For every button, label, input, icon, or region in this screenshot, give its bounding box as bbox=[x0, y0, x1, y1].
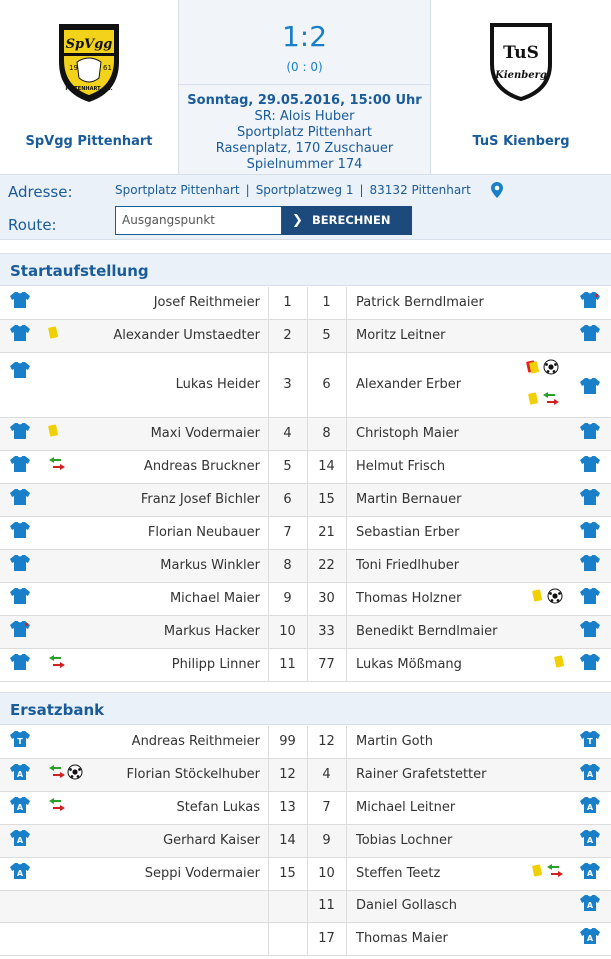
home-shirt-number: 5 bbox=[283, 459, 292, 474]
away-shirt-number: 8 bbox=[322, 426, 331, 441]
home-team-name[interactable]: SpVgg Pittenhart bbox=[25, 134, 153, 149]
svg-text:A: A bbox=[16, 869, 24, 878]
svg-text:T: T bbox=[17, 737, 23, 746]
away-shirt-icon bbox=[579, 620, 601, 638]
yellow-red-card-goal-icon bbox=[525, 359, 561, 375]
away-shirt-icon bbox=[579, 763, 601, 781]
column-divider bbox=[268, 923, 269, 955]
address-value[interactable]: Sportplatz Pittenhart | Sportplatzweg 1 | 83132 Pittenhart bbox=[115, 183, 471, 197]
home-player-name[interactable]: Franz Josef Bichler bbox=[140, 492, 260, 507]
home-team[interactable] bbox=[0, 0, 178, 174]
home-shirt-icon bbox=[9, 554, 31, 572]
home-shirt-number: 12 bbox=[279, 767, 296, 782]
column-divider bbox=[346, 353, 347, 417]
away-shirt-icon bbox=[579, 653, 601, 671]
home-shirt-number: 15 bbox=[279, 866, 296, 881]
away-shirt-number: 5 bbox=[322, 328, 331, 343]
table-row bbox=[0, 353, 611, 418]
svg-text:A: A bbox=[586, 836, 594, 845]
yellow-card-goal-icon bbox=[531, 588, 565, 604]
lineup-section-header: Startaufstellung bbox=[0, 253, 611, 286]
home-player-name[interactable]: Markus Winkler bbox=[160, 558, 260, 573]
away-shirt-number: 77 bbox=[318, 657, 335, 672]
away-shirt-number: 12 bbox=[318, 734, 335, 749]
route-start-input[interactable]: Ausgangspunkt bbox=[115, 206, 282, 235]
svg-text:61: 61 bbox=[103, 64, 112, 72]
table-row bbox=[0, 517, 611, 550]
away-team-name[interactable]: TuS Kienberg bbox=[472, 134, 570, 149]
substitution-icon bbox=[47, 797, 67, 813]
away-player-name[interactable]: Moritz Leitner bbox=[356, 328, 446, 343]
away-shirt-icon bbox=[579, 554, 601, 572]
map-pin-icon[interactable] bbox=[491, 182, 503, 198]
table-row bbox=[0, 891, 611, 923]
away-shirt-number: 30 bbox=[318, 591, 335, 606]
svg-text:A: A bbox=[586, 869, 594, 878]
away-player-name[interactable]: Michael Leitner bbox=[356, 800, 456, 815]
venue: Sportplatz Pittenhart bbox=[236, 125, 373, 140]
svg-text:PITTENHART e.V.: PITTENHART e.V. bbox=[65, 86, 113, 92]
home-player-name[interactable]: Gerhard Kaiser bbox=[163, 833, 260, 848]
away-shirt-number: 15 bbox=[318, 492, 335, 507]
home-shirt-icon bbox=[9, 488, 31, 506]
away-player-name[interactable]: Benedikt Berndlmaier bbox=[356, 624, 498, 639]
away-shirt-icon bbox=[579, 488, 601, 506]
column-divider bbox=[346, 759, 347, 791]
pitch-attendance: Rasenplatz, 170 Zuschauer bbox=[215, 141, 394, 156]
away-player-name[interactable]: Thomas Holzner bbox=[356, 591, 462, 606]
svg-text:A: A bbox=[586, 770, 594, 779]
substitution-goal-icon bbox=[47, 764, 87, 780]
home-player-name[interactable]: Michael Maier bbox=[169, 591, 260, 606]
svg-text:Kienberg: Kienberg bbox=[495, 70, 547, 81]
route-label: Route: bbox=[8, 216, 57, 234]
away-shirt-number: 21 bbox=[318, 525, 335, 540]
away-player-name[interactable]: Martin Bernauer bbox=[356, 492, 462, 507]
home-shirt-icon bbox=[9, 620, 31, 638]
away-player-name[interactable]: Rainer Grafetstetter bbox=[356, 767, 487, 782]
column-divider bbox=[346, 858, 347, 890]
away-shirt-number: 9 bbox=[322, 833, 331, 848]
column-divider bbox=[346, 517, 347, 549]
away-player-name[interactable]: Martin Goth bbox=[356, 734, 433, 749]
away-shirt-icon bbox=[579, 377, 601, 395]
calculate-route-button[interactable]: ❯ BERECHNEN bbox=[282, 206, 412, 235]
away-shirt-number: 7 bbox=[322, 800, 331, 815]
home-shirt-icon bbox=[9, 587, 31, 605]
home-player-name[interactable]: Lukas Heider bbox=[175, 377, 260, 392]
away-player-name[interactable]: Helmut Frisch bbox=[356, 459, 446, 474]
home-shirt-number: 1 bbox=[283, 295, 292, 310]
table-row bbox=[0, 616, 611, 649]
column-divider bbox=[346, 649, 347, 681]
table-row bbox=[0, 792, 611, 825]
home-shirt-icon bbox=[9, 653, 31, 671]
home-shirt-number: 13 bbox=[279, 800, 296, 815]
away-shirt-icon bbox=[579, 587, 601, 605]
column-divider bbox=[346, 484, 347, 516]
svg-text:19: 19 bbox=[69, 64, 78, 72]
home-shirt-number: 9 bbox=[283, 591, 292, 606]
column-divider bbox=[346, 825, 347, 857]
table-row bbox=[0, 287, 611, 320]
home-player-name[interactable]: Markus Hacker bbox=[163, 624, 260, 639]
column-divider bbox=[346, 891, 347, 922]
table-row bbox=[0, 320, 611, 353]
home-shirt-icon bbox=[9, 862, 31, 880]
address-label: Adresse: bbox=[8, 183, 73, 201]
yellow-card-icon bbox=[553, 654, 565, 670]
home-shirt-number: 3 bbox=[283, 377, 292, 392]
home-logo bbox=[57, 22, 121, 104]
away-shirt-icon bbox=[579, 455, 601, 473]
away-player-name[interactable]: Daniel Gollasch bbox=[356, 898, 457, 913]
halftime-score: (0 : 0) bbox=[286, 60, 323, 74]
svg-text:SpVgg: SpVgg bbox=[65, 37, 113, 52]
away-shirt-icon bbox=[579, 730, 601, 748]
table-row bbox=[0, 759, 611, 792]
substitution-icon bbox=[47, 654, 67, 670]
column-divider bbox=[346, 320, 347, 352]
svg-text:A: A bbox=[16, 770, 24, 779]
table-row bbox=[0, 418, 611, 451]
home-shirt-icon bbox=[9, 829, 31, 847]
home-player-name[interactable]: Andreas Bruckner bbox=[143, 459, 260, 474]
away-player-name[interactable]: Alexander Erber bbox=[356, 377, 462, 392]
home-shirt-number: 10 bbox=[279, 624, 296, 639]
svg-text:A: A bbox=[16, 803, 24, 812]
yellow-card-substitution-icon bbox=[531, 863, 565, 879]
svg-text:T: T bbox=[587, 737, 593, 746]
svg-text:TuS: TuS bbox=[503, 43, 539, 63]
column-divider bbox=[346, 418, 347, 450]
away-player-name[interactable]: Thomas Maier bbox=[356, 931, 448, 946]
home-player-name[interactable]: Josef Reithmeier bbox=[153, 295, 260, 310]
away-shirt-number: 10 bbox=[318, 866, 335, 881]
away-shirt-number: 22 bbox=[318, 558, 335, 573]
table-row bbox=[0, 923, 611, 956]
home-shirt-icon bbox=[9, 324, 31, 342]
column-divider bbox=[346, 792, 347, 824]
home-player-name[interactable]: Florian Neubauer bbox=[147, 525, 260, 540]
match-header bbox=[0, 0, 611, 174]
away-shirt-icon bbox=[579, 521, 601, 539]
svg-text:A: A bbox=[586, 803, 594, 812]
home-shirt-number: 4 bbox=[283, 426, 292, 441]
svg-text:A: A bbox=[586, 901, 594, 910]
home-shirt-number: 7 bbox=[283, 525, 292, 540]
away-player-name[interactable]: Patrick Berndlmaier bbox=[356, 295, 484, 310]
home-shirt-number: 6 bbox=[283, 492, 292, 507]
away-shirt-icon bbox=[579, 796, 601, 814]
away-shirt-number: 6 bbox=[322, 377, 331, 392]
away-shirt-icon bbox=[579, 894, 601, 912]
home-shirt-icon bbox=[9, 455, 31, 473]
table-row bbox=[0, 583, 611, 616]
away-shirt-number: 17 bbox=[318, 931, 335, 946]
home-shirt-icon bbox=[9, 521, 31, 539]
away-shirt-number: 11 bbox=[318, 898, 335, 913]
column-divider bbox=[346, 616, 347, 648]
table-row bbox=[0, 726, 611, 759]
away-team[interactable] bbox=[431, 0, 611, 174]
yellow-card-substitution-icon bbox=[527, 391, 561, 407]
table-row bbox=[0, 825, 611, 858]
table-row bbox=[0, 649, 611, 682]
table-row bbox=[0, 550, 611, 583]
away-shirt-icon bbox=[579, 422, 601, 440]
away-player-name[interactable]: Toni Friedlhuber bbox=[356, 558, 460, 573]
away-shirt-icon bbox=[579, 324, 601, 342]
away-shirt-icon bbox=[579, 927, 601, 945]
match-details bbox=[179, 93, 430, 173]
address-part: Sportplatz Pittenhart bbox=[115, 183, 240, 197]
referee: SR: Alois Huber bbox=[254, 109, 355, 124]
home-shirt-icon bbox=[9, 422, 31, 440]
home-shirt-icon bbox=[9, 291, 31, 309]
away-shirt-number: 33 bbox=[318, 624, 335, 639]
match-info-panel bbox=[178, 0, 431, 174]
away-shirt-icon bbox=[579, 829, 601, 847]
home-player-name[interactable]: Maxi Vodermaier bbox=[150, 426, 260, 441]
game-number: Spielnummer 174 bbox=[246, 157, 363, 172]
column-divider bbox=[346, 726, 347, 758]
away-logo bbox=[489, 22, 553, 102]
table-row bbox=[0, 858, 611, 891]
away-shirt-icon bbox=[579, 291, 601, 309]
svg-text:A: A bbox=[586, 934, 594, 943]
away-shirt-number: 1 bbox=[322, 295, 331, 310]
bench-section-header: Ersatzbank bbox=[0, 692, 611, 725]
home-shirt-icon bbox=[9, 730, 31, 748]
home-shirt-number: 99 bbox=[279, 734, 296, 749]
home-player-name[interactable]: Alexander Umstaedter bbox=[113, 328, 260, 343]
home-shirt-number: 14 bbox=[279, 833, 296, 848]
column-divider bbox=[346, 451, 347, 483]
column-divider bbox=[268, 891, 269, 922]
yellow-card-icon bbox=[47, 325, 59, 341]
home-shirt-icon bbox=[9, 361, 31, 379]
home-shirt-number: 8 bbox=[283, 558, 292, 573]
chevron-right-icon: ❯ bbox=[292, 213, 303, 228]
yellow-card-icon bbox=[47, 423, 59, 439]
score: 1:2 bbox=[281, 20, 328, 53]
svg-text:A: A bbox=[16, 836, 24, 845]
away-player-name[interactable]: Christoph Maier bbox=[356, 426, 459, 441]
table-row bbox=[0, 484, 611, 517]
substitution-icon bbox=[47, 456, 67, 472]
home-shirt-icon bbox=[9, 796, 31, 814]
column-divider bbox=[346, 550, 347, 582]
away-player-name[interactable]: Steffen Teetz bbox=[356, 866, 441, 881]
away-shirt-number: 4 bbox=[322, 767, 331, 782]
away-player-name[interactable]: Tobias Lochner bbox=[356, 833, 453, 848]
divider bbox=[179, 84, 430, 85]
home-player-name[interactable]: Stefan Lukas bbox=[176, 800, 260, 815]
home-player-name[interactable]: Philipp Linner bbox=[171, 657, 260, 672]
address-part: Sportplatzweg 1 bbox=[255, 183, 354, 197]
home-shirt-number: 11 bbox=[279, 657, 296, 672]
address-part: 83132 Pittenhart bbox=[369, 183, 471, 197]
home-shirt-number: 2 bbox=[283, 328, 292, 343]
column-divider bbox=[346, 583, 347, 615]
column-divider bbox=[346, 923, 347, 955]
home-player-name[interactable]: Andreas Reithmeier bbox=[131, 734, 260, 749]
home-player-name[interactable]: Florian Stöckelhuber bbox=[126, 767, 260, 782]
home-shirt-icon bbox=[9, 763, 31, 781]
away-shirt-number: 14 bbox=[318, 459, 335, 474]
away-shirt-icon bbox=[579, 862, 601, 880]
table-row bbox=[0, 451, 611, 484]
away-player-name[interactable]: Lukas Mößmang bbox=[356, 657, 462, 672]
away-player-name[interactable]: Sebastian Erber bbox=[356, 525, 460, 540]
home-player-name[interactable]: Seppi Vodermaier bbox=[144, 866, 260, 881]
match-date: Sonntag, 29.05.2016, 15:00 Uhr bbox=[187, 93, 422, 108]
column-divider bbox=[346, 287, 347, 319]
